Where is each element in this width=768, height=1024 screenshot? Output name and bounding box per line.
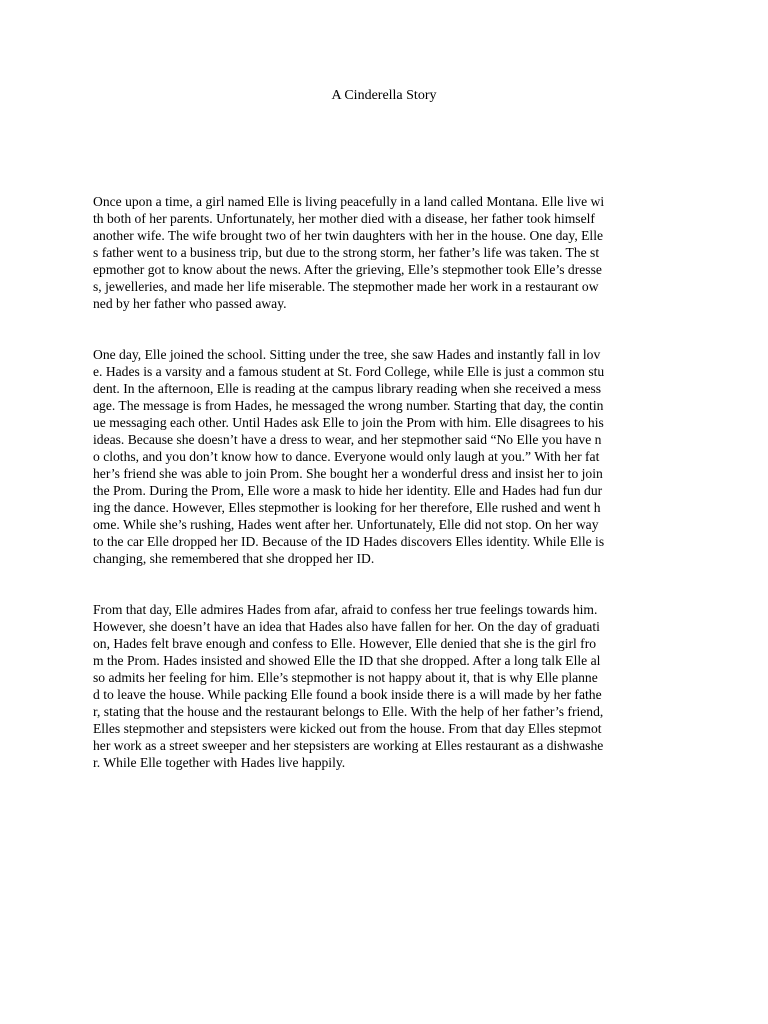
paragraph-line: dent. In the afternoon, Elle is reading at the campus library reading when she received a mess (93, 381, 602, 396)
document-title: A Cinderella Story (331, 88, 437, 103)
paragraph-line: d to leave the house. While packing Elle found a book inside there is a will made by her fathe (93, 687, 602, 702)
paragraph-line: so admits her feeling for him. Elle’s stepmother is not happy about it, that is why Elle planne (93, 670, 598, 685)
paragraph-line: From that day, Elle admires Hades from afar, afraid to confess her true feelings towards him. (93, 602, 598, 617)
paragraph-line: ned by her father who passed away. (93, 296, 287, 311)
paragraph-line: ideas. Because she doesn’t have a dress to wear, and her stepmother said “No Elle you have n (93, 432, 602, 447)
paragraph-line: r. While Elle together with Hades live happily. (93, 755, 346, 770)
paragraph-line: her work as a street sweeper and her stepsisters are working at Elles restaurant as a dishwashe (93, 738, 604, 753)
paragraph-line: her’s friend she was able to join Prom. She bought her a wonderful dress and insist her to join (93, 466, 603, 481)
paragraph-line: the Prom. During the Prom, Elle wore a mask to hide her identity. Elle and Hades had fun dur (93, 483, 603, 498)
paragraph-line: th both of her parents. Unfortunately, her mother died with a disease, her father took himself (93, 211, 595, 226)
paragraph-2 (93, 346, 675, 567)
paragraph-line: ome. While she’s rushing, Hades went after her. Unfortunately, Elle did not stop. On her way (93, 517, 599, 532)
paragraph-line: ing the dance. However, Elles stepmother is looking for her therefore, Elle rushed and went h (93, 500, 601, 515)
paragraph-line: Once upon a time, a girl named Elle is living peacefully in a land called Montana. Elle live wi (93, 194, 605, 209)
paragraph-line: o cloths, and you don’t know how to dance. Everyone would only laugh at you.” With her fat (93, 449, 600, 464)
paragraph-line: age. The message is from Hades, he messaged the wrong number. Starting that day, the contin (93, 398, 604, 413)
paragraph-line: r, stating that the house and the restaurant belongs to Elle. With the help of her father’s friend, (93, 704, 604, 719)
paragraph-3 (93, 601, 675, 771)
paragraph-line: s father went to a business trip, but due to the strong storm, her father’s life was taken. The st (93, 245, 600, 260)
paragraph-line: on, Hades felt brave enough and confess to Elle. However, Elle denied that she is the girl fro (93, 636, 597, 651)
paragraph-1 (93, 193, 675, 312)
paragraph-line: e. Hades is a varsity and a famous student at St. Ford College, while Elle is just a common stu (93, 364, 605, 379)
paragraph-line: m the Prom. Hades insisted and showed Elle the ID that she dropped. After a long talk Elle al (93, 653, 601, 668)
paragraph-line: ue messaging each other. Until Hades ask Elle to join the Prom with him. Elle disagrees to his (93, 415, 604, 430)
paragraph-line: However, she doesn’t have an idea that Hades also have fallen for her. On the day of graduati (93, 619, 600, 634)
paragraph-line: changing, she remembered that she dropped her ID. (93, 551, 375, 566)
paragraph-line: another wife. The wife brought two of her twin daughters with her in the house. One day, Elle (93, 228, 604, 243)
paragraph-line: epmother got to know about the news. After the grieving, Elle’s stepmother took Elle’s dresse (93, 262, 602, 277)
paragraph-line: s, jewelleries, and made her life miserable. The stepmother made her work in a restaurant ow (93, 279, 599, 294)
paragraph-line: Elles stepmother and stepsisters were kicked out from the house. From that day Elles stepmot (93, 721, 602, 736)
paragraph-line: to the car Elle dropped her ID. Because of the ID Hades discovers Elles identity. While Elle is (93, 534, 605, 549)
paragraph-line: One day, Elle joined the school. Sitting under the tree, she saw Hades and instantly fall in lov (93, 347, 601, 362)
